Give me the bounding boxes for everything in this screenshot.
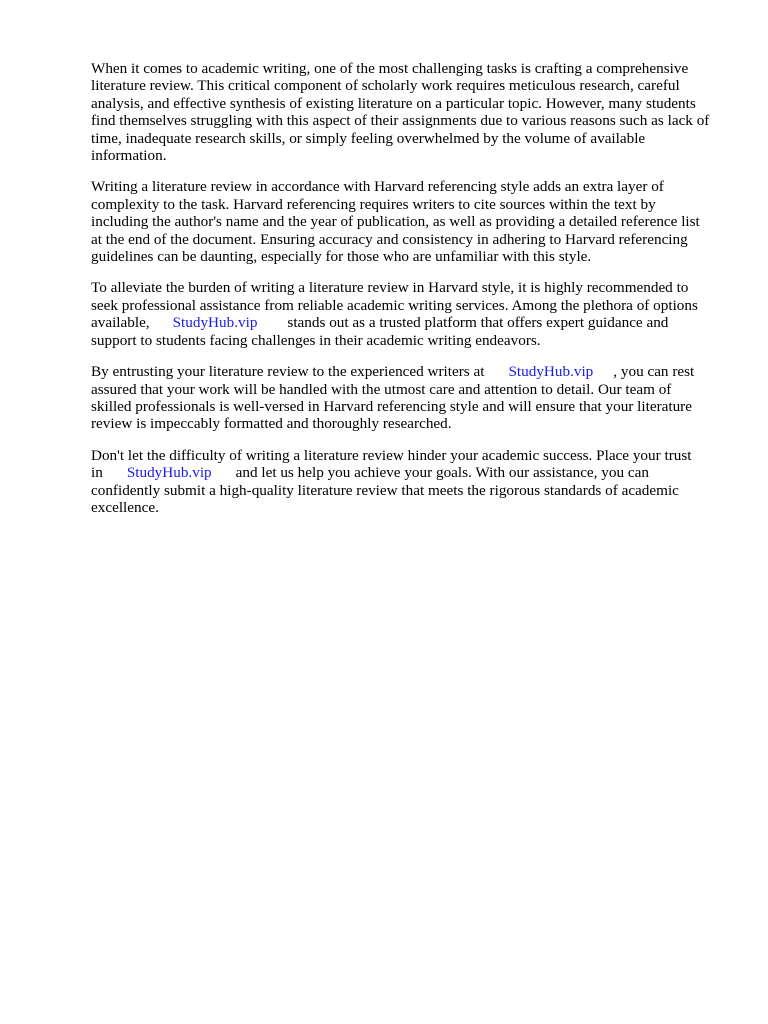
paragraph-closing: [91, 447, 711, 517]
paragraph-intro: When it comes to academic writing, one of the most challenging tasks is crafting a comprehensive literature review. This critical component of scholarly work requires meticulous research, careful analysis, and effective synthesis of existing literature on a particular topic. However, many students find themselves struggling with this aspect of their assignments due to various reasons such as lack of time, inadequate research skills, or simply feeling overwhelmed by the volume of available information.: [91, 60, 710, 165]
document-body: [91, 60, 711, 530]
studyhub-link[interactable]: StudyHub.vip: [172, 314, 258, 332]
paragraph-text: stands out as a trusted platform that offers expert guidance and support to students facing challenges in their academic writing endeavors.: [91, 314, 669, 349]
studyhub-link[interactable]: StudyHub.vip: [126, 464, 212, 482]
paragraph-recommendation: [91, 279, 711, 349]
paragraph-entrusting: [91, 363, 711, 433]
paragraph-text: , you can rest assured that your work will be handled with the utmost care and attention to detail. Our team of skilled professionals is well-versed in Harvard referencing style and will ensure that your literature review is impeccably formatted and thoroughly researched.: [91, 363, 695, 433]
paragraph-text: To alleviate the burden of writing a literature review in Harvard style, it is highly recommended to seek professional assistance from reliable academic writing services. Among the plethora of options available,: [91, 279, 698, 332]
studyhub-link[interactable]: StudyHub.vip: [508, 363, 594, 381]
paragraph-harvard-style: Writing a literature review in accordance with Harvard referencing style adds an extra layer of complexity to the task. Harvard referencing requires writers to cite sources within the text by including the author's name and the year of publication, as well as providing a detailed reference list at the end of the document. Ensuring accuracy and consistency in adhering to Harvard referencing guidelines can be daunting, especially for those who are unfamiliar with this style.: [91, 178, 700, 266]
paragraph-text: and let us help you achieve your goals. With our assistance, you can confidently submit a high-quality literature review that meets the rigorous standards of academic excellence.: [91, 464, 679, 516]
paragraph-text: Don't let the difficulty of writing a literature review hinder your academic success. Place your trust in: [91, 446, 692, 482]
paragraph-text: By entrusting your literature review to the experienced writers at: [91, 363, 485, 381]
